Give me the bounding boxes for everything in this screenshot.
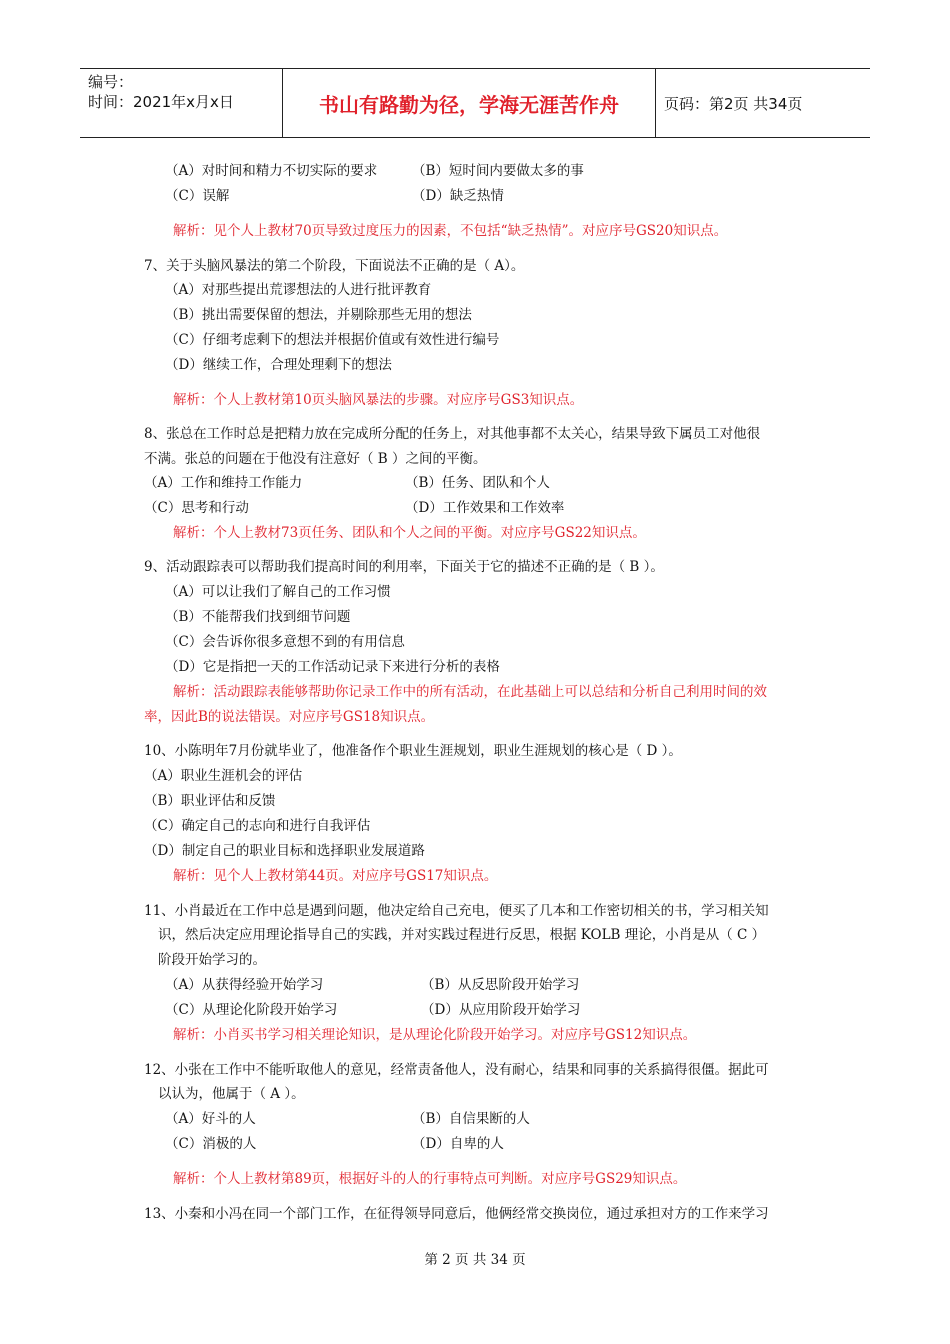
option-line: （A）工作和维持工作能力 bbox=[144, 475, 303, 491]
option-line: （C）误解 bbox=[165, 188, 230, 204]
header-divider bbox=[655, 69, 656, 137]
question-line: 阶段开始学习的。 bbox=[158, 952, 266, 968]
option-line: （C）仔细考虑剩下的想法并根据价值或有效性进行编号 bbox=[165, 332, 500, 348]
option-line: （A）职业生涯机会的评估 bbox=[144, 768, 303, 784]
analysis-line: 解析：个人上教材第89页，根据好斗的人的行事特点可判断。对应序号GS29知识点。 bbox=[173, 1171, 687, 1187]
option-line: （D）从应用阶段开始学习 bbox=[421, 1002, 581, 1018]
option-line: （A）好斗的人 bbox=[165, 1111, 256, 1127]
analysis-line: 解析：个人上教材第10页头脑风暴法的步骤。对应序号GS3知识点。 bbox=[173, 392, 584, 408]
question-line: 11、小肖最近在工作中总是遇到问题，他决定给自己充电，便买了几本和工作密切相关的书，学习相关知 bbox=[144, 903, 769, 919]
option-line: （B）自信果断的人 bbox=[412, 1111, 530, 1127]
option-line: （B）职业评估和反馈 bbox=[144, 793, 276, 809]
question-line: 7、关于头脑风暴法的第二个阶段，下面说法不正确的是（ A）。 bbox=[144, 258, 525, 274]
analysis-line: 解析：小肖买书学习相关理论知识，是从理论化阶段开始学习。对应序号GS12知识点。 bbox=[173, 1027, 697, 1043]
option-line: （D）自卑的人 bbox=[412, 1136, 504, 1152]
question-line: 13、小秦和小冯在同一个部门工作，在征得领导同意后，他俩经常交换岗位，通过承担对方的工作来学习 bbox=[144, 1206, 769, 1222]
option-line: （A）可以让我们了解自己的工作习惯 bbox=[165, 584, 391, 600]
option-line: （D）它是指把一天的工作活动记录下来进行分析的表格 bbox=[165, 659, 500, 675]
option-line: （D）缺乏热情 bbox=[412, 188, 504, 204]
option-line: （C）会告诉你很多意想不到的有用信息 bbox=[165, 634, 405, 650]
option-line: （D）制定自己的职业目标和选择职业发展道路 bbox=[144, 843, 425, 859]
page-footer: 第 2 页 共 34 页 bbox=[424, 1252, 526, 1268]
option-line: （B）短时间内要做太多的事 bbox=[412, 163, 584, 179]
option-line: （B）不能帮我们找到细节问题 bbox=[165, 609, 351, 625]
time-label: 时间：2021年x月x日 bbox=[88, 93, 234, 111]
analysis-line: 解析：活动跟踪表能够帮助你记录工作中的所有活动，在此基础上可以总结和分析自己利用时间的效 bbox=[173, 684, 767, 700]
option-line: （C）从理论化阶段开始学习 bbox=[165, 1002, 338, 1018]
header-left-cell bbox=[80, 69, 282, 137]
option-line: （C）消极的人 bbox=[165, 1136, 257, 1152]
analysis-line: 解析：个人上教材73页任务、团队和个人之间的平衡。对应序号GS22知识点。 bbox=[173, 525, 646, 541]
analysis-line: 率，因此B的说法错误。对应序号GS18知识点。 bbox=[144, 709, 435, 725]
option-line: （A）对时间和精力不切实际的要求 bbox=[165, 163, 378, 179]
option-line: （A）对那些提出荒谬想法的人进行批评教育 bbox=[165, 282, 432, 298]
option-line: （C）确定自己的志向和进行自我评估 bbox=[144, 818, 371, 834]
header-page-info: 页码：第2页 共34页 bbox=[664, 94, 803, 113]
option-line: （B）任务、团队和个人 bbox=[405, 475, 550, 491]
analysis-line: 解析：见个人上教材第44页。对应序号GS17知识点。 bbox=[173, 868, 498, 884]
analysis-line: 解析：见个人上教材70页导致过度压力的因素，不包括“缺乏热情”。对应序号GS20知识点。 bbox=[173, 223, 728, 239]
number-label: 编号： bbox=[88, 73, 134, 91]
question-line: 识，然后决定应用理论指导自己的实践，并对实践过程进行反思，根据 KOLB 理论，小肖是从（ C ） bbox=[158, 927, 766, 943]
option-line: （D）继续工作，合理处理剩下的想法 bbox=[165, 357, 392, 373]
header-motto: 书山有路勤为径，学海无涯苦作舟 bbox=[319, 92, 619, 117]
option-line: （D）工作效果和工作效率 bbox=[405, 500, 565, 516]
question-line: 9、活动跟踪表可以帮助我们提高时间的利用率，下面关于它的描述不正确的是（ B ）。 bbox=[144, 559, 664, 575]
question-line: 不满。张总的问题在于他没有注意好（ B ）之间的平衡。 bbox=[144, 451, 487, 467]
option-line: （C）思考和行动 bbox=[144, 500, 249, 516]
question-line: 12、小张在工作中不能听取他人的意见，经常责备他人，没有耐心，结果和同事的关系搞得很僵。据此可 bbox=[144, 1062, 769, 1078]
question-line: 8、张总在工作时总是把精力放在完成所分配的任务上，对其他事都不太关心，结果导致下属员工对他很 bbox=[144, 426, 761, 442]
option-line: （B）从反思阶段开始学习 bbox=[421, 977, 580, 993]
question-line: 以认为，他属于（ A ）。 bbox=[158, 1086, 305, 1102]
option-line: （A）从获得经验开始学习 bbox=[165, 977, 324, 993]
option-line: （B）挑出需要保留的想法，并剔除那些无用的想法 bbox=[165, 307, 472, 323]
header-table bbox=[80, 68, 870, 138]
question-line: 10、小陈明年7月份就毕业了，他准备作个职业生涯规划，职业生涯规划的核心是（ D ）。 bbox=[144, 743, 682, 759]
